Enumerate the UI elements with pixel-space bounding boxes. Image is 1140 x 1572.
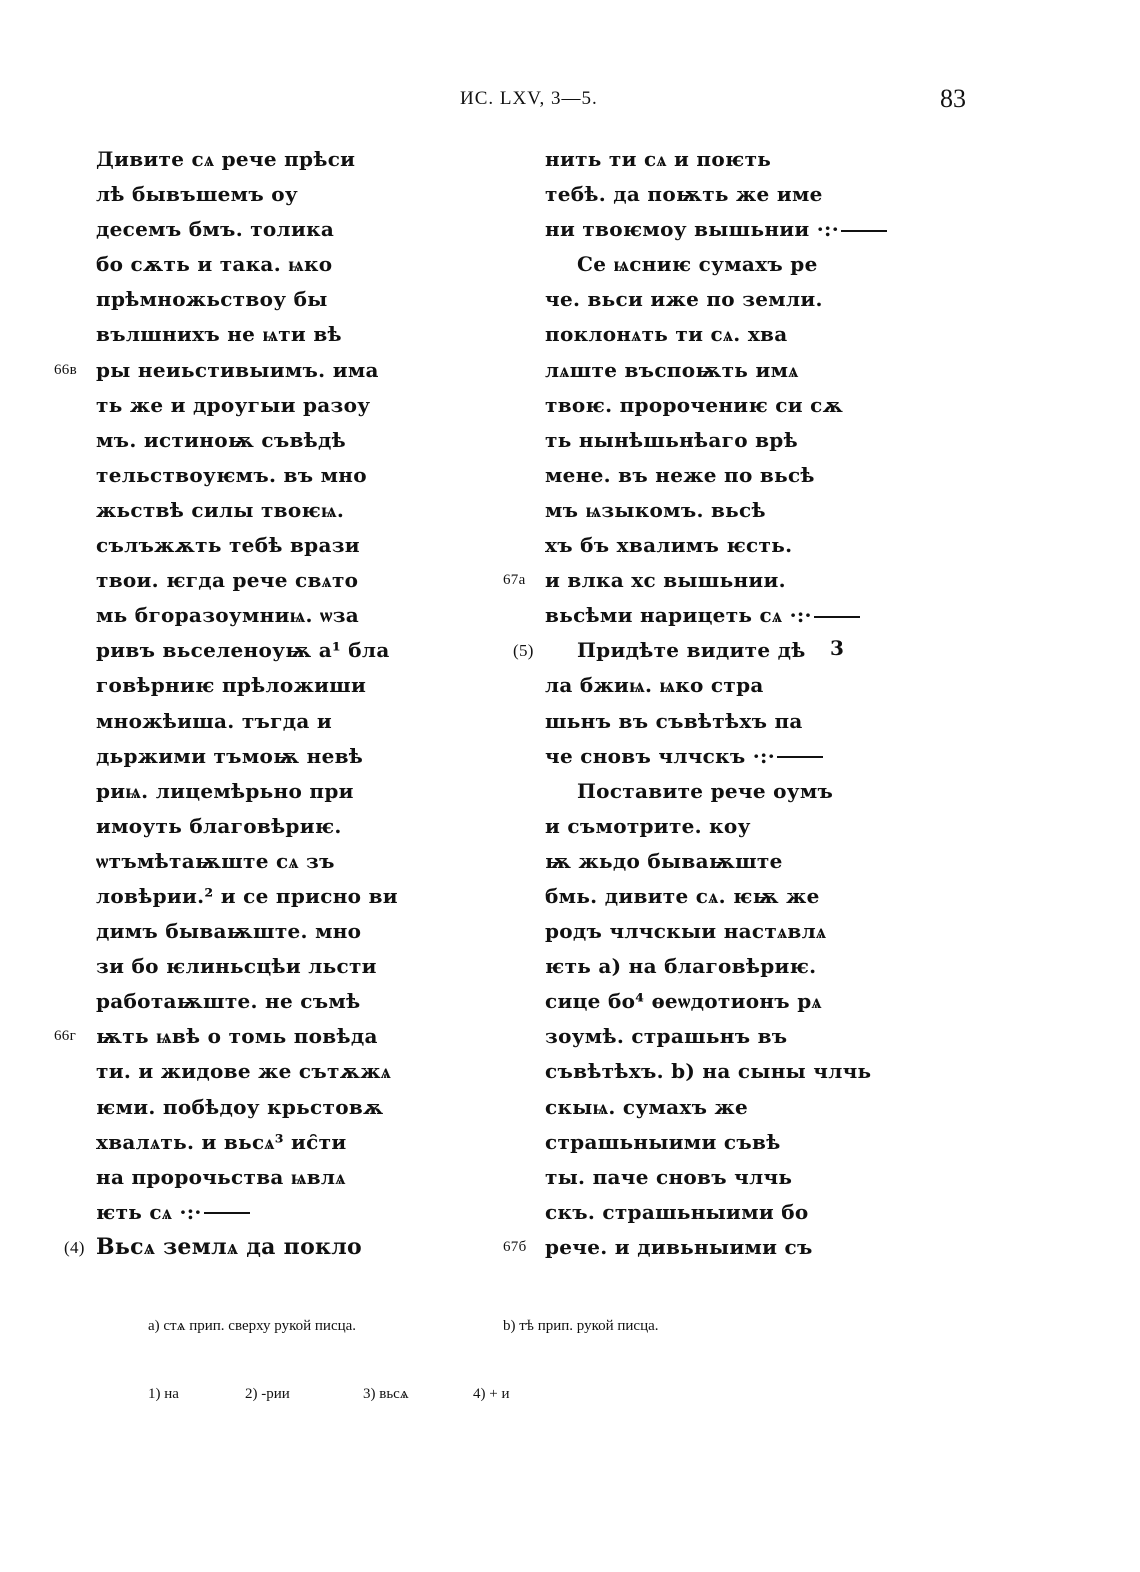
text-line: [96, 423, 426, 458]
text-line: [545, 914, 875, 949]
line-text: зоумѣ. страшьнъ въ: [545, 1024, 788, 1049]
line-text: вьсѣми нарицеть сѧ ·:·: [545, 603, 812, 628]
folio-marker: (5): [513, 641, 534, 661]
line-text: лѧште въспоѭть имѧ: [545, 357, 799, 382]
text-line: [545, 142, 875, 177]
right-text-column: [503, 142, 875, 1265]
text-line: [96, 388, 426, 423]
line-text: че сновъ члчскъ ·:·: [545, 743, 775, 768]
text-line: [545, 177, 875, 212]
line-text: бо сѫть и така. ѩко: [96, 252, 333, 277]
text-line: [545, 1195, 875, 1230]
line-text: Се ѩсниѥ сумахъ ре: [577, 252, 818, 277]
line-text: вълшнихъ не ѩти вѣ: [96, 322, 342, 347]
line-text: ривъ вьселеноуѭ а¹ бла: [96, 638, 390, 663]
line-text: Поставите рече оумъ: [577, 778, 834, 803]
footnote-4: 4) + и: [473, 1386, 510, 1402]
line-text: тебѣ. да поѭть же име: [545, 182, 823, 207]
folio-marker: 67б: [503, 1238, 527, 1255]
left-text-column: [54, 142, 426, 1265]
text-line: [545, 212, 875, 247]
text-line: [54, 1019, 426, 1054]
text-line: [96, 177, 426, 212]
line-text: поклонѧть ти сѧ. хва: [545, 322, 788, 347]
line-text: рече. и дивьныими съ: [545, 1234, 813, 1259]
line-text: мене. въ неже по вьсѣ: [545, 462, 815, 487]
line-text: мъ ѩзыкомъ. вьсѣ: [545, 497, 766, 522]
text-line: [96, 528, 426, 563]
text-line: [96, 984, 426, 1019]
text-line: [545, 1019, 875, 1054]
text-line: [96, 1195, 426, 1230]
line-text: ѡтъмѣтаѭште сѧ зъ: [96, 848, 335, 873]
text-line: [545, 493, 875, 528]
line-text: ть же и дроугыи разоу: [96, 392, 371, 417]
line-text: родъ члчскыи настѧвлѧ: [545, 919, 827, 944]
line-text: ты. паче сновъ члчь: [545, 1164, 793, 1189]
line-text: ти. и жидове же сътѫжѧ: [96, 1059, 392, 1084]
line-text: ѭ жьдо бываѭште: [545, 848, 783, 873]
line-text: сице бо⁴ ѳеѡдотионъ рѧ: [545, 989, 822, 1014]
text-line: [545, 353, 875, 388]
text-line: [96, 563, 426, 598]
line-text: мъ. истиноѭ съвѣдѣ: [96, 427, 347, 452]
text-line: [96, 247, 426, 282]
folio-marker: 67а: [503, 572, 526, 589]
section-end-dash: [204, 1212, 250, 1214]
text-line: [96, 1090, 426, 1125]
line-text: съвѣтѣхъ. b) на сыны члчь: [545, 1059, 872, 1084]
text-line: [545, 317, 875, 352]
line-text: множѣиша. тъгда и: [96, 708, 332, 733]
text-line: [545, 1054, 875, 1089]
text-line: [545, 388, 875, 423]
line-text: скыѩ. сумахъ же: [545, 1094, 749, 1119]
line-text: ни твоѥмоу вышьнии ·:·: [545, 217, 840, 242]
line-text: на пророчьства ѩвлѧ: [96, 1164, 346, 1189]
line-text: димъ бываѭште. мно: [96, 919, 362, 944]
text-line: [96, 668, 426, 703]
line-text: риѩ. лицемѣрьно при: [96, 778, 354, 803]
text-line: [96, 282, 426, 317]
text-line: [96, 809, 426, 844]
line-text: ла бжиѩ. ѩко стра: [545, 673, 764, 698]
line-text: хъ бъ хвалимъ ѥсть.: [545, 533, 793, 558]
text-line: [545, 809, 875, 844]
text-line: [513, 633, 875, 668]
footnote-1: 1) на: [148, 1386, 179, 1402]
line-text: сълъжѫть тебѣ врази: [96, 533, 360, 558]
running-head: ИС. LXV, 3—5.: [460, 88, 598, 109]
line-text: твоѥ. пророчениѥ си сѫ: [545, 392, 844, 417]
text-line: [96, 633, 426, 668]
text-line: [96, 879, 426, 914]
text-line: [545, 949, 875, 984]
line-text: Вьсѧ землѧ да покло: [96, 1233, 363, 1260]
line-text: тельствоуѥмъ. въ мно: [96, 462, 367, 487]
text-line: [96, 1125, 426, 1160]
line-text: че. вьси иже по земли.: [545, 287, 823, 312]
text-line: [545, 282, 875, 317]
line-text: ѥми. побѣдоу крьстовѫ: [96, 1094, 384, 1119]
text-line: [545, 879, 875, 914]
line-text: твои. ѥгда рече свѧто: [96, 568, 359, 593]
text-line: [545, 247, 875, 282]
line-text: Дивите сѧ рече прѣси: [96, 147, 356, 171]
text-line: [96, 458, 426, 493]
line-text: бмь. дивите сѧ. ѥѭ же: [545, 883, 820, 908]
text-line: [96, 317, 426, 352]
line-text: лѣ бывъшемъ оу: [96, 182, 298, 207]
text-line: [96, 739, 426, 774]
line-text: имоуть благовѣриѥ.: [96, 813, 342, 838]
text-line: [96, 212, 426, 247]
text-line: [96, 142, 426, 177]
line-text: дьржими тъмоѭ невѣ: [96, 743, 364, 768]
text-line: [545, 668, 875, 703]
text-line: [96, 1160, 426, 1195]
line-text: ѥть а) на благовѣриѥ.: [545, 954, 817, 979]
text-line: [96, 914, 426, 949]
section-end-dash: [814, 616, 860, 618]
footnote-a: a) стѧ прип. сверху рукой писца.: [148, 1318, 357, 1334]
text-line: [96, 844, 426, 879]
text-line: [545, 704, 875, 739]
text-line: [545, 458, 875, 493]
line-text: ѭть ѩвѣ о томь повѣда: [96, 1024, 378, 1049]
line-text: скъ. страшьныими бо: [545, 1199, 809, 1224]
text-line: [96, 704, 426, 739]
text-line: [96, 774, 426, 809]
line-text: и влка хс вышьнии.: [545, 568, 786, 593]
line-text: десемъ бмъ. толика: [96, 217, 335, 242]
footnote-b: b) тѣ прип. рукой писца.: [503, 1318, 659, 1334]
text-line: [545, 1090, 875, 1125]
text-line: [545, 1125, 875, 1160]
text-line: [545, 984, 875, 1019]
line-text: ловѣрии.² и се присно ви: [96, 883, 398, 908]
text-line: [503, 563, 875, 598]
text-line: [64, 1230, 426, 1265]
text-line: [545, 423, 875, 458]
line-text: мь бгоразоумниѩ. ѡза: [96, 603, 360, 628]
line-text: нить ти сѧ и поѥть: [545, 147, 772, 171]
line-text: жьствѣ силы твоѥѩ.: [96, 497, 345, 522]
line-text: Придѣте видите дѣ: [577, 638, 806, 663]
line-text: шьнъ въ съвѣтѣхъ па: [545, 708, 803, 733]
text-line: [545, 598, 875, 633]
line-text: зи бо ѥлиньсцѣи льсти: [96, 954, 377, 979]
text-line: [503, 1230, 875, 1265]
text-line: [545, 844, 875, 879]
text-line: [96, 949, 426, 984]
line-text: и съмотрите. коу: [545, 813, 751, 838]
footnote-3: 3) вьсѧ: [363, 1386, 409, 1402]
line-text: ѥть сѧ ·:·: [96, 1199, 202, 1224]
text-line: [96, 598, 426, 633]
text-line: [545, 739, 875, 774]
line-text: работаѭште. не съмѣ: [96, 989, 361, 1014]
section-end-dash: [777, 756, 823, 758]
text-line: [545, 774, 875, 809]
footnote-2: 2) -рии: [245, 1386, 290, 1402]
folio-marker: (4): [64, 1237, 85, 1257]
text-line: [96, 493, 426, 528]
text-line: [545, 528, 875, 563]
line-text: страшьныими съвѣ: [545, 1129, 781, 1154]
section-end-dash: [841, 230, 887, 232]
folio-marker: 66г: [54, 1028, 77, 1045]
line-text: ть нынѣшьнѣаго врѣ: [545, 427, 798, 452]
text-line: [54, 353, 426, 388]
line-text: говѣрниѥ прѣложиши: [96, 673, 367, 698]
margin-mark: 3: [830, 636, 844, 660]
text-line: [96, 1054, 426, 1089]
line-text: прѣмножьствоу бы: [96, 287, 328, 312]
text-line: [545, 1160, 875, 1195]
page-number: 83: [940, 84, 966, 113]
line-text: ры неиьстивыимъ. има: [96, 357, 379, 382]
line-text: хвалѧть. и вьсѧ³ ис̑ти: [96, 1129, 347, 1154]
folio-marker: 66в: [54, 361, 77, 378]
